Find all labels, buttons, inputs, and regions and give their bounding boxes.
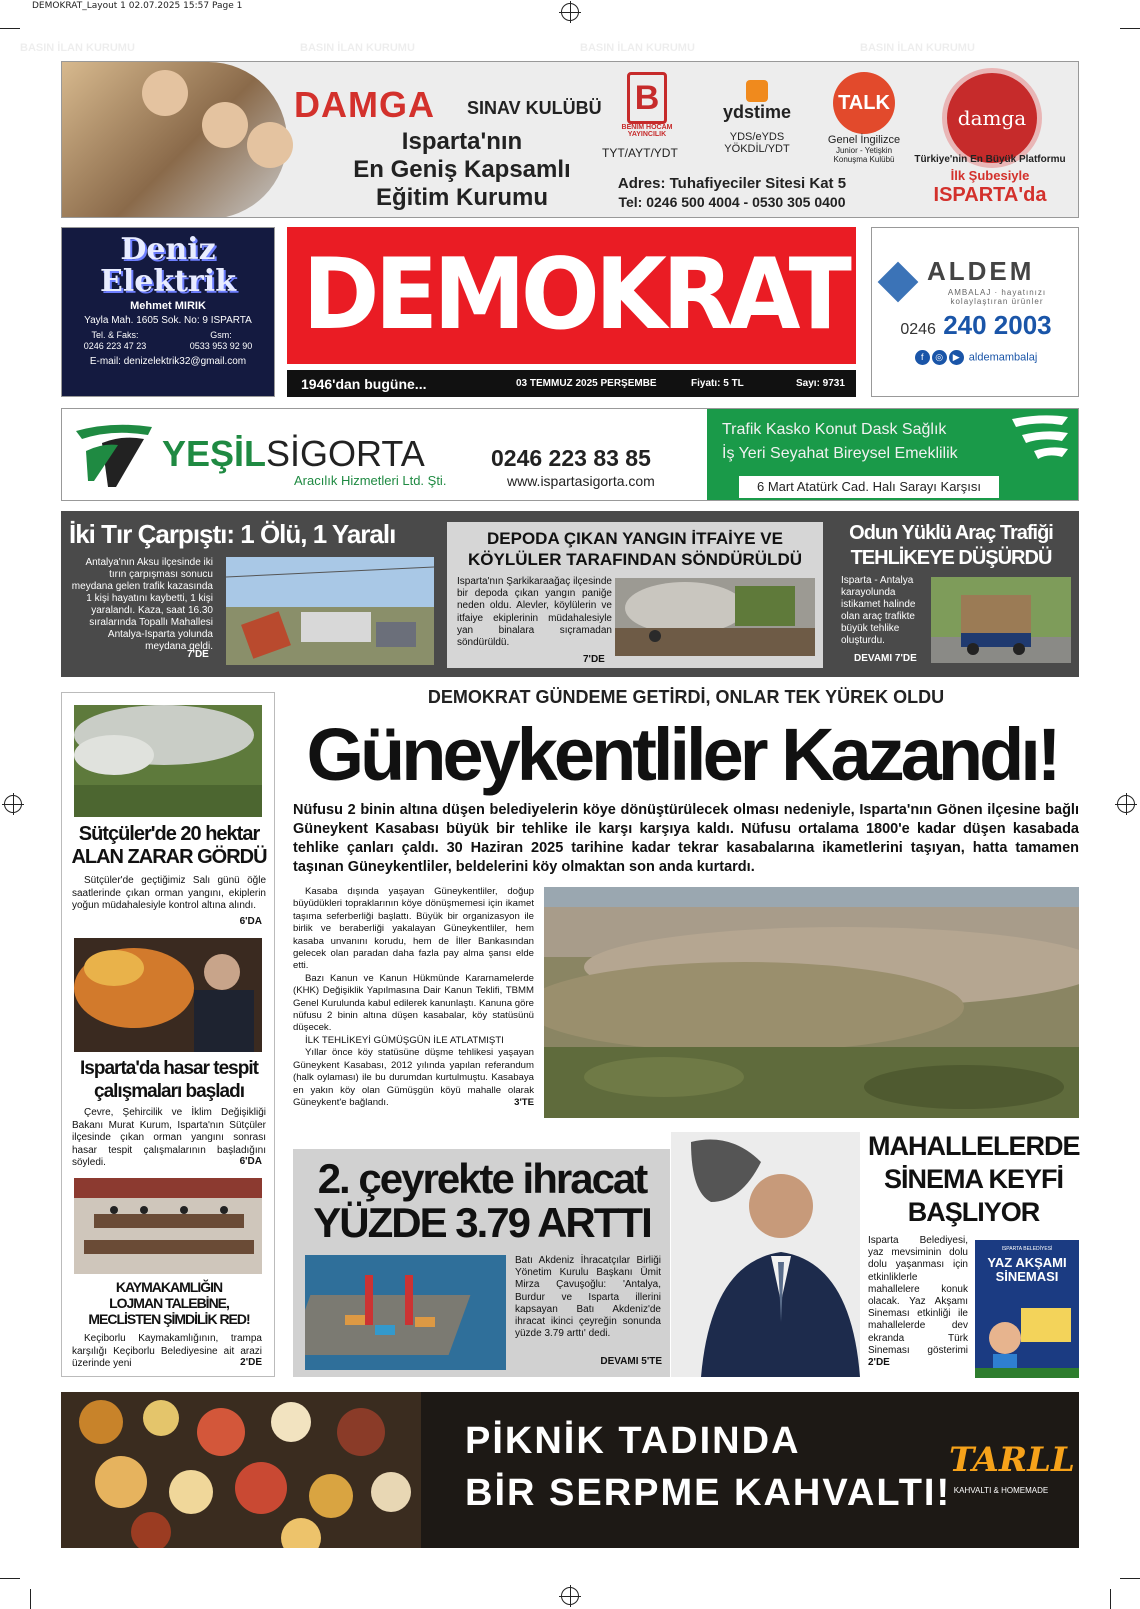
main-body	[293, 886, 534, 1110]
youtube-icon: ▶	[949, 350, 964, 365]
crop-mark	[0, 28, 20, 29]
masthead	[287, 227, 856, 397]
deniz-address: Yayla Mah. 1605 Sok. No: 9 ISPARTA	[84, 315, 252, 326]
fire-depot-photo	[615, 578, 815, 656]
watermark: BASIN İLAN KURUMU	[300, 42, 415, 54]
tarll-logo-sub: KAHVALTI & HOMEMADE	[953, 1486, 1049, 1495]
council-meeting-photo	[74, 1178, 262, 1274]
main-body-paragraph: Yıllar önce köy statüsüne düşme tehlikesi yaşayan Güneykent Kasabası, 2012 yılında yapılan referandum (halk oylaması) ile bu durumdan kurtulmuştu. Kasabaya en yakın köy olan Gümüşgün köyü mahalle olarak Güneykent'e bağlandı.	[293, 1047, 534, 1108]
crop-mark	[1110, 1589, 1111, 1609]
fire-depot-text: Isparta'nın Şarkikaraağaç ilçesinde bir depoda çıkan yangın paniğe neden oldu. Alevler, köylülerin ve itfaiye ekiplerinin müdahalesiyle yan binalara sıçramadan söndürüldü.	[457, 576, 612, 649]
yesil-brand: YEŞİLSİGORTA	[162, 433, 425, 474]
cinema-headline[interactable]: MAHALLELERDE SİNEMA KEYFİ BAŞLIYOR	[868, 1131, 1080, 1227]
export-story-box	[293, 1149, 670, 1377]
ceo-portrait-photo	[671, 1132, 860, 1377]
main-body-paragraph: Bazı Kanun ve Kanun Hükmünde Kararnamelerde (KHK) Değişiklik Yapılmasına Dair Kanun Teklifi, TBMM Genel Kurulunda kabul edilerek kanunlaştı. Kanuna göre nüfusu 2 binin altına düşen kasabalar, köy statüsünü düşecek.	[293, 972, 534, 1034]
truck-crash-ref: 7'DE	[187, 649, 209, 660]
masthead-price: Fiyatı: 5 TL	[691, 378, 744, 389]
damga-address: Adres: Tuhafiyeciler Sitesi Kat 5	[617, 175, 847, 192]
stripes-icon	[1002, 413, 1072, 473]
main-body-paragraph: Kasaba dışında yaşayan Güneykentliler, doğup büyüdükleri topraklarının köye dönüşmemesi için ikamet taşıma seferberliği başlattı. Büyük bir organizasyon ile birlik ve beraberliği yakalayan Güneykentliler, hem kasaba unvanını korudu, hem de İller Bankasından gelecek olan paradan daha fazla pay alma şansı elde etti.	[293, 886, 534, 972]
tarll-slogan-line-1: PİKNİK TADINDA	[465, 1420, 801, 1462]
registration-mark-bottom	[561, 1587, 579, 1605]
watermark: BASIN İLAN KURUMU	[20, 42, 135, 54]
masthead-date: 03 TEMMUZ 2025 PERŞEMBE	[516, 378, 657, 389]
damga-brand: DAMGA	[294, 84, 435, 125]
damga-brand-sub: SINAV KULÜBÜ	[467, 98, 602, 118]
lojman-text: Keçiborlu Kaymakamlığının, trampa karşılığı Keçiborlu Belediyesine ait arazi üzerinde yeni	[72, 1333, 262, 1369]
truck-crash-headline[interactable]: İki Tır Çarpıştı: 1 Ölü, 1 Yaralı	[69, 519, 396, 549]
talk-academy-logo: TALK Genel İngilizce Junior - Yetişkin Konuşma Kulübü	[814, 72, 914, 164]
aldem-brand-sub: AMBALAJ · hayatınızı kolaylaştıran ürünler	[947, 288, 1047, 306]
masthead-title: DEMOKRAT	[287, 227, 856, 364]
hasar-tespit-text: Çevre, Şehircilik ve İklim Değişikliği Bakanı Murat Kurum, Isparta'nın Sütçüler ilçesinde çıkan orman yangını sonrası hasar tespit çalışmalarının başladığını söyledi.	[72, 1107, 266, 1168]
deniz-person: Mehmet MIRIK	[130, 300, 206, 312]
main-kicker: DEMOKRAT GÜNDEME GETİRDİ, ONLAR TEK YÜREK OLDU	[427, 687, 945, 707]
yesil-phone: 0246 223 83 85	[491, 445, 651, 471]
yesil-sigorta-logo-icon	[72, 421, 156, 489]
port-photo	[305, 1255, 506, 1370]
ad-damga-sinav-kulubu[interactable]	[61, 61, 1079, 218]
wood-truck-photo	[931, 577, 1071, 663]
ad-deniz-elektrik[interactable]	[61, 227, 275, 397]
guneykent-aerial-photo	[544, 887, 1079, 1118]
crop-mark	[30, 1589, 31, 1609]
cinema-poster-art	[975, 1288, 1079, 1378]
fire-depot-box	[447, 522, 823, 668]
truck-crash-text: Antalya'nın Aksu ilçesinde iki tırın çarpışması sonucu meydana gelen trafik kazasında 1 kişi hayatını kaybetti, 1 kişi yaralandı. Kaza, saat 16.30 sıralarında Topallı Mahallesi Antalya-Isparta yolunda meydana geldi.	[71, 557, 213, 652]
forest-fire-photo	[74, 705, 262, 817]
watermark: BASIN İLAN KURUMU	[580, 42, 695, 54]
ad-yesil-sigorta[interactable]	[61, 408, 1079, 501]
cinema-text: Isparta Belediyesi, yaz mevsiminin dolu dolu yaşanması için etkinliklerle mahallelere konuk olacak. Yaz Akşamı Sineması etkinliği ile mahallelerde dev ekranda Türk Sineması gösterimi 2'DE	[868, 1235, 968, 1369]
yesil-services-line-1: Trafik Kasko Konut Dask Sağlık	[722, 421, 947, 438]
lojman-headline[interactable]: KAYMAKAMLIĞIN LOJMAN TALEBİNE, MECLİSTEN ŞİMDİLİK RED!	[88, 1279, 250, 1327]
main-headline[interactable]: Güneykentliler Kazandı!	[306, 713, 1058, 796]
left-news-column	[61, 692, 275, 1377]
tarll-slogan-line-2: BİR SERPME KAHVALTI!	[465, 1472, 952, 1514]
registration-mark-right	[1117, 795, 1135, 813]
fire-depot-ref: 7'DE	[583, 654, 605, 665]
damga-slogan: Isparta'nın En Geniş Kapsamlı Eğitim Kurumu	[353, 128, 571, 211]
tarll-logo: TARLL	[949, 1440, 1075, 1480]
ad-aldem-ambalaj[interactable]	[871, 227, 1079, 397]
news-band	[61, 511, 1079, 677]
ad-tarll-kahvalti[interactable]	[61, 1392, 1079, 1548]
sutculer-text: Sütçüler'de geçtiğimiz Salı günü öğle saatlerinde çıkan orman yangını, ekiplerin yoğun müdahalesiyle kontrol altına alındı.	[72, 875, 266, 911]
damga-branch-line-1: İlk Şubesiyle	[950, 168, 1030, 183]
aldem-social: f ◎ ▶ aldemambalaj	[872, 350, 1080, 365]
hasar-tespit-headline[interactable]: Isparta'da hasar tespit çalışmaları başladı	[80, 1058, 258, 1102]
lojman-ref: 2'DE	[240, 1357, 262, 1368]
masthead-info-bar	[287, 370, 856, 397]
registration-mark-left	[4, 795, 22, 813]
damga-phone: Tel: 0246 500 4004 - 0530 305 0400	[618, 194, 846, 210]
registration-mark-top	[561, 3, 579, 21]
yesil-website: www.ispartasigorta.com	[507, 473, 655, 489]
export-headline[interactable]: 2. çeyrekte ihracat YÜZDE 3.79 ARTTI	[313, 1155, 651, 1246]
sutculer-ref: 6'DA	[239, 916, 262, 927]
masthead-slogan: 1946'dan bugüne...	[301, 375, 427, 392]
export-ref: DEVAMI 5'TE	[600, 1356, 662, 1367]
wood-truck-text: Isparta - Antalya karayolunda istikamet halinde olan araç trafikte büyük tehlike oluşturdu.	[841, 575, 916, 646]
students-photo	[62, 62, 287, 218]
cinema-poster: ISPARTA BELEDİYESİ YAZ AKŞAMI SİNEMASI	[975, 1240, 1079, 1378]
breakfast-photo	[61, 1392, 421, 1548]
yesil-services-line-2: İş Yeri Seyahat Bireysel Emeklilik	[722, 445, 958, 462]
yesil-brand-sub: Aracılık Hizmetleri Ltd. Şti.	[294, 473, 447, 488]
truck-crash-photo	[226, 557, 434, 665]
instagram-icon: ◎	[932, 350, 947, 365]
exam-types: TYT/AYT/YDT	[602, 146, 678, 160]
yesil-services-panel	[707, 409, 1079, 501]
aldem-phone: 0246 240 2003	[900, 310, 1052, 340]
aldem-brand: ALDEM	[927, 256, 1035, 286]
crop-mark	[1120, 28, 1140, 29]
yesil-address: 6 Mart Atatürk Cad. Halı Sarayı Karşısı	[739, 476, 999, 498]
deniz-phones: Tel. & Faks: 0246 223 47 23 Gsm: 0533 953 92 90	[83, 330, 253, 351]
hasar-tespit-ref: 6'DA	[239, 1156, 262, 1167]
fire-depot-headline[interactable]: DEPODA ÇIKAN YANGIN İTFAİYE VE KÖYLÜLER TARAFINDAN SÖNDÜRÜLDÜ	[468, 529, 802, 569]
damga-seal-logo: damga	[942, 68, 1042, 168]
crop-mark	[0, 1578, 20, 1579]
masthead-issue: Sayı: 9731	[796, 378, 845, 389]
deniz-email: E-mail: denizelektrik32@gmail.com	[89, 356, 247, 367]
deniz-brand: Deniz Elektrik	[100, 232, 236, 299]
facebook-icon: f	[915, 350, 930, 365]
main-ref: 3'TE	[514, 1097, 534, 1109]
print-slug: DEMOKRAT_Layout 1 02.07.2025 15:57 Page 1	[32, 1, 243, 11]
main-body-subheading: İLK TEHLİKEYİ GÜMÜŞGÜN İLE ATLATMIŞTI	[305, 1034, 504, 1046]
damga-platform: Türkiye'nin En Büyük Platformu	[914, 154, 1066, 165]
wood-truck-headline[interactable]: Odun Yüklü Araç Trafiği TEHLİKEYE DÜŞÜRDÜ	[849, 522, 1053, 569]
minister-fire-photo	[74, 938, 262, 1052]
wood-truck-ref: DEVAMI 7'DE	[854, 653, 917, 664]
aldem-cube-icon	[878, 262, 919, 303]
ydstime-logo: ydstime YDS/eYDS YÖKDİL/YDT	[702, 80, 812, 155]
export-text: Batı Akdeniz İhracatçılar Birliği Yönetim Kurulu Başkanı Ümit Mirza Çavuşoğlu: 'Antalya, Burdur ve Isparta illerini kapsayan Batı Akdeniz'de ihracat ikinci çeyreğin sonunda yüzde 3.79 arttı' dedi.	[515, 1255, 661, 1340]
damga-branch-line-2: ISPARTA'da	[933, 184, 1047, 206]
sutculer-headline[interactable]: Sütçüler'de 20 hektar ALAN ZARAR GÖRDÜ	[71, 823, 267, 868]
benim-hocam-logo: B BENİM HOCAM YAYINCILIK	[617, 72, 677, 138]
main-lead: Nüfusu 2 binin altına düşen belediyelerin köye dönüştürülecek olması nedeniyle, Isparta'nın Gönen ilçesine bağlı Güneykent Kasabası büyük bir tehlike ile karşı karşıya kaldı. Nüfusu ortalama 1800'e kadar düşen kasabada tehlike çanları çaldı. 30 Haziran 2025 tarihine kadar tekrar kasabalarına ikametlerini taşıyan, hatta tamamen taşınan Güneykentliler, beldelerini köy olmaktan son anda kurtardı.	[293, 802, 1079, 875]
crop-mark	[1120, 1578, 1140, 1579]
watermark: BASIN İLAN KURUMU	[860, 42, 975, 54]
